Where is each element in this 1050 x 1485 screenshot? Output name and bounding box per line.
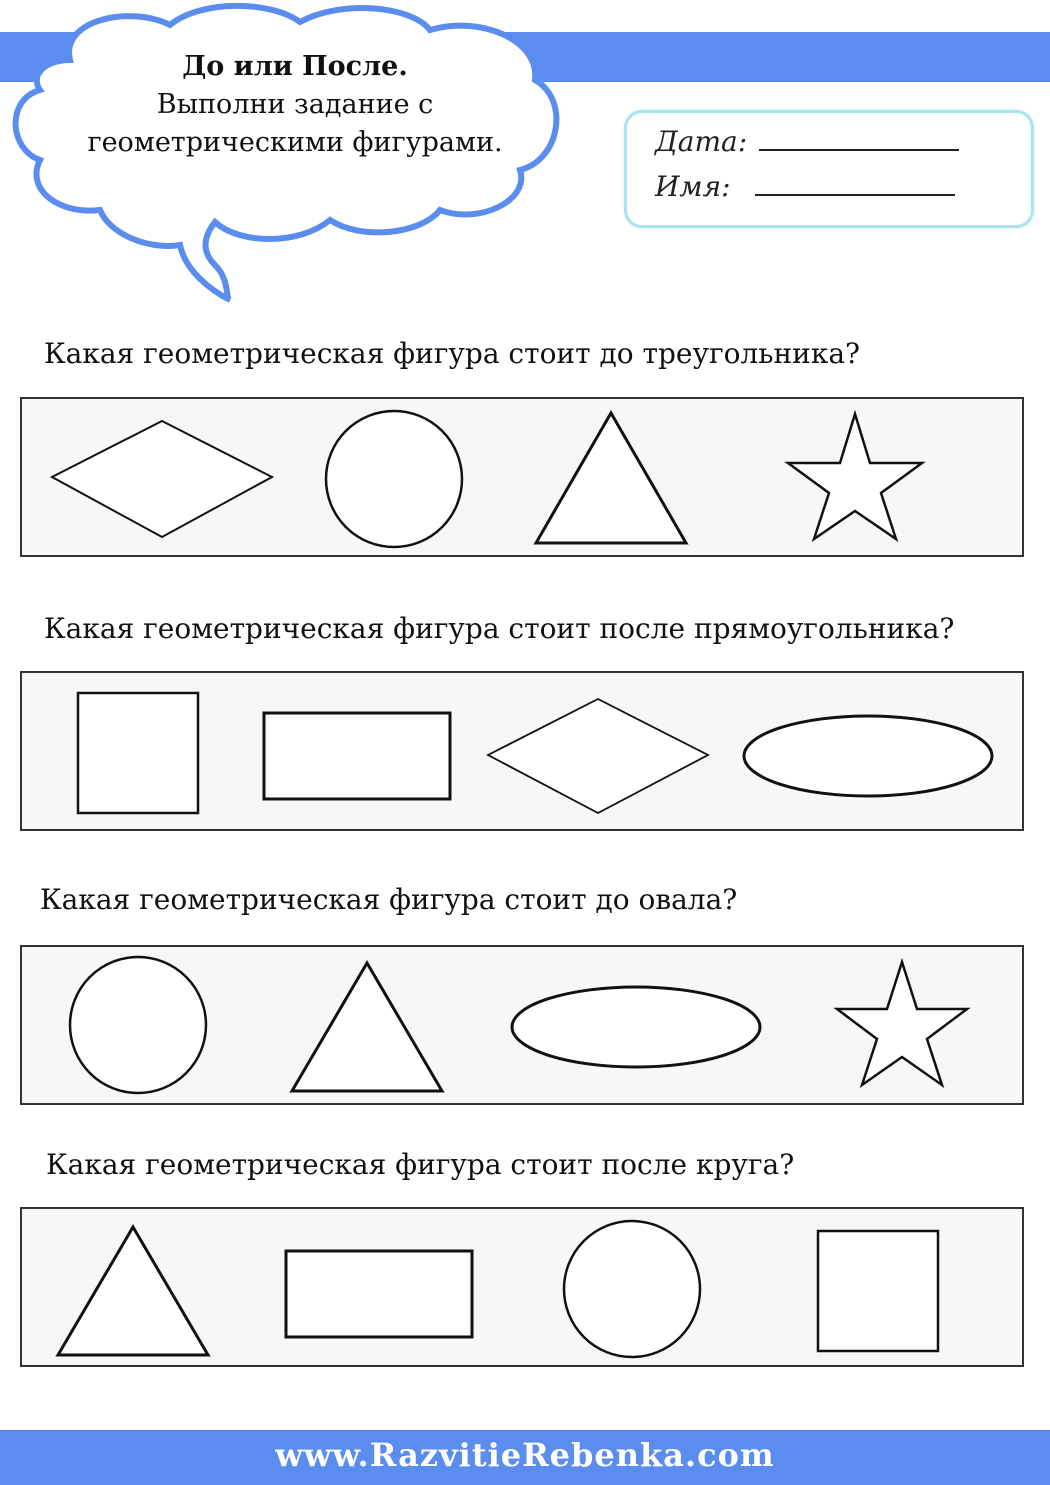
shapes-1: [22, 399, 1026, 559]
triangle-shape: [58, 1227, 208, 1355]
shape-row-1: [20, 397, 1024, 557]
shapes-4: [22, 1209, 1026, 1369]
circle-shape: [326, 411, 462, 547]
question-3: Какая геометрическая фигура стоит до овала?: [40, 883, 738, 916]
star-shape: [788, 414, 922, 539]
shapes-2: [22, 673, 1026, 833]
shape-row-3: [20, 945, 1024, 1105]
shape-row-2: [20, 671, 1024, 831]
worksheet-subtitle-2: геометрическими фигурами.: [87, 127, 503, 158]
worksheet-title: До или После.: [182, 51, 408, 82]
rectangle-shape: [286, 1251, 472, 1337]
cloud-text: [60, 48, 530, 162]
worksheet-subtitle-1: Выполни задание с: [156, 89, 434, 120]
question-1: Какая геометрическая фигура стоит до треугольника?: [44, 337, 861, 370]
date-label: Дата:: [655, 125, 748, 158]
diamond-shape: [488, 699, 708, 813]
circle-shape: [70, 957, 206, 1093]
star-shape: [837, 962, 967, 1085]
name-row: [655, 168, 955, 203]
triangle-shape: [292, 963, 442, 1091]
square-shape: [78, 693, 198, 813]
website-link[interactable]: www.RazvitieRebenka.com: [275, 1436, 775, 1474]
date-name-box: [624, 110, 1034, 228]
date-field[interactable]: [759, 123, 959, 151]
shape-row-4: [20, 1207, 1024, 1367]
date-row: [655, 123, 959, 158]
diamond-shape: [52, 421, 272, 537]
oval-shape: [512, 987, 760, 1067]
name-field[interactable]: [755, 168, 955, 196]
triangle-shape: [536, 413, 686, 543]
question-2: Какая геометрическая фигура стоит после прямоугольника?: [44, 612, 955, 645]
rectangle-shape: [264, 713, 450, 799]
square-shape: [818, 1231, 938, 1351]
name-label: Имя:: [655, 170, 731, 203]
shapes-3: [22, 947, 1026, 1107]
oval-shape: [744, 716, 992, 796]
question-4: Какая геометрическая фигура стоит после круга?: [46, 1148, 795, 1181]
circle-shape: [564, 1221, 700, 1357]
